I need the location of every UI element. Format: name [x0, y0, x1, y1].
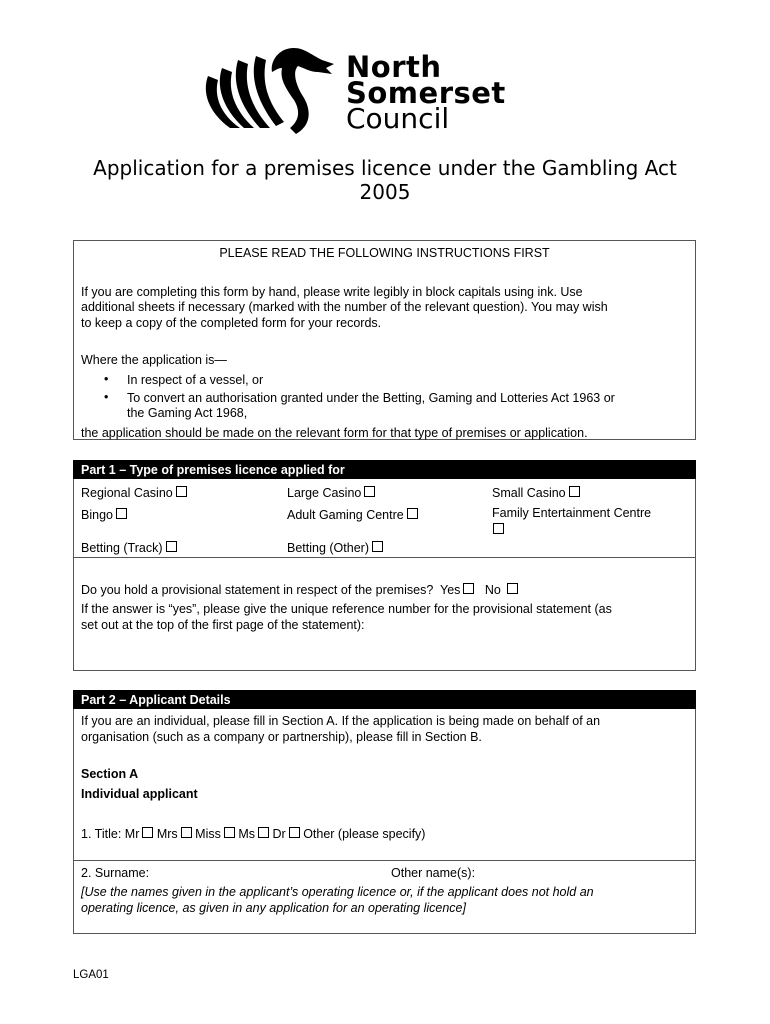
logo-line-somerset: Somerset	[346, 76, 506, 110]
option-large-casino-label: Large Casino	[287, 486, 362, 500]
section-a-heading: Section A	[81, 767, 139, 781]
instructions-bullet2-line1: To convert an authorisation granted under the Betting, Gaming and Lotteries Act 1963 or	[127, 391, 615, 405]
title-dr-label: Dr	[272, 827, 286, 841]
title-other-label: Other (please specify)	[303, 827, 426, 841]
title-miss-label: Miss	[195, 827, 221, 841]
reference-instructions-line2: set out at the top of the first page of the statement):	[81, 618, 365, 632]
instructions-bullet1: In respect of a vessel, or	[127, 373, 264, 387]
instructions-heading: PLEASE READ THE FOLLOWING INSTRUCTIONS FIRST	[219, 246, 550, 260]
reference-number-field[interactable]	[81, 636, 686, 666]
yes-label: Yes	[440, 583, 461, 597]
option-family-entertainment-centre-label: Family Entertainment Centre	[492, 506, 652, 520]
ms-checkbox[interactable]	[258, 827, 269, 838]
title-ms-label: Ms	[238, 827, 256, 841]
form-code: LGA01	[73, 969, 109, 981]
part2-divider	[73, 860, 696, 861]
option-family-entertainment-centre	[492, 521, 504, 539]
bullet-icon: •	[104, 390, 109, 404]
title-selection	[81, 827, 425, 843]
title-label: 1. Title:	[81, 827, 122, 841]
title-mrs-label: Mrs	[156, 827, 178, 841]
adult-gaming-centre-checkbox[interactable]	[407, 508, 418, 519]
provisional-question-text: Do you hold a provisional statement in respect of the premises?	[81, 583, 434, 597]
logo-line-council: Council	[346, 102, 450, 135]
surname-label: 2. Surname:	[81, 866, 150, 880]
option-betting-other-label: Betting (Other)	[287, 541, 369, 555]
names-note-line1: [Use the names given in the applicant’s operating licence or, if the applicant does not hold an	[81, 885, 594, 899]
title-mr-label: Mr	[124, 827, 140, 841]
part2-intro-line2: organisation (such as a company or partnership), please fill in Section B.	[81, 730, 482, 744]
individual-applicant-heading: Individual applicant	[81, 787, 198, 801]
page-title	[60, 156, 710, 204]
option-bingo-label: Bingo	[81, 508, 113, 522]
regional-casino-checkbox[interactable]	[176, 486, 187, 497]
option-adult-gaming-centre-label: Adult Gaming Centre	[287, 508, 404, 522]
option-betting-other	[287, 541, 383, 557]
betting-track-checkbox[interactable]	[166, 541, 177, 552]
large-casino-checkbox[interactable]	[364, 486, 375, 497]
dragon-emblem-icon	[200, 42, 340, 138]
names-note-line2: operating licence, as given in any application for an operating licence]	[81, 901, 466, 915]
part1-header: Part 1 – Type of premises licence applied for	[73, 460, 696, 479]
small-casino-checkbox[interactable]	[569, 486, 580, 497]
instructions-para-line2: additional sheets if necessary (marked with the number of the relevant question). You may wish	[81, 300, 608, 314]
no-label: No	[484, 583, 501, 597]
option-small-casino	[492, 486, 580, 502]
yes-checkbox[interactable]	[463, 583, 474, 594]
no-checkbox[interactable]	[507, 583, 518, 594]
bingo-checkbox[interactable]	[116, 508, 127, 519]
option-bingo	[81, 508, 127, 524]
page-title-line1: Application for a premises licence under the Gambling Act	[93, 156, 677, 180]
option-large-casino	[287, 486, 375, 502]
instructions-para-line1: If you are completing this form by hand, please write legibly in block capitals using ink. Use	[81, 285, 583, 299]
bullet-icon: •	[104, 372, 109, 386]
family-entertainment-centre-checkbox[interactable]	[493, 523, 504, 534]
instructions-bullet2-line2: the Gaming Act 1968,	[127, 406, 248, 420]
mrs-checkbox[interactable]	[181, 827, 192, 838]
instructions-where: Where the application is—	[81, 353, 227, 367]
instructions-para-line3: to keep a copy of the completed form for your records.	[81, 316, 382, 330]
page-title-line2: 2005	[359, 180, 411, 204]
other-names-label: Other name(s):	[391, 866, 476, 880]
instructions-closing: the application should be made on the relevant form for that type of premises or application.	[81, 426, 588, 440]
part2-header: Part 2 – Applicant Details	[73, 690, 696, 709]
council-name	[346, 50, 506, 135]
option-betting-track-label: Betting (Track)	[81, 541, 163, 555]
option-betting-track	[81, 541, 177, 557]
mr-checkbox[interactable]	[142, 827, 153, 838]
dr-checkbox[interactable]	[289, 827, 300, 838]
logo-line-north: North	[346, 50, 442, 84]
provisional-statement-question	[81, 583, 518, 599]
part2-intro-line1: If you are an individual, please fill in Section A. If the application is being made on behalf of an	[81, 714, 601, 728]
betting-other-checkbox[interactable]	[372, 541, 383, 552]
council-logo	[200, 42, 570, 138]
option-regional-casino	[81, 486, 187, 502]
miss-checkbox[interactable]	[224, 827, 235, 838]
option-small-casino-label: Small Casino	[492, 486, 566, 500]
option-adult-gaming-centre	[287, 508, 418, 524]
part1-divider	[73, 557, 696, 558]
reference-instructions-line1: If the answer is “yes”, please give the unique reference number for the provisional statement (as	[81, 602, 612, 616]
option-regional-casino-label: Regional Casino	[81, 486, 173, 500]
